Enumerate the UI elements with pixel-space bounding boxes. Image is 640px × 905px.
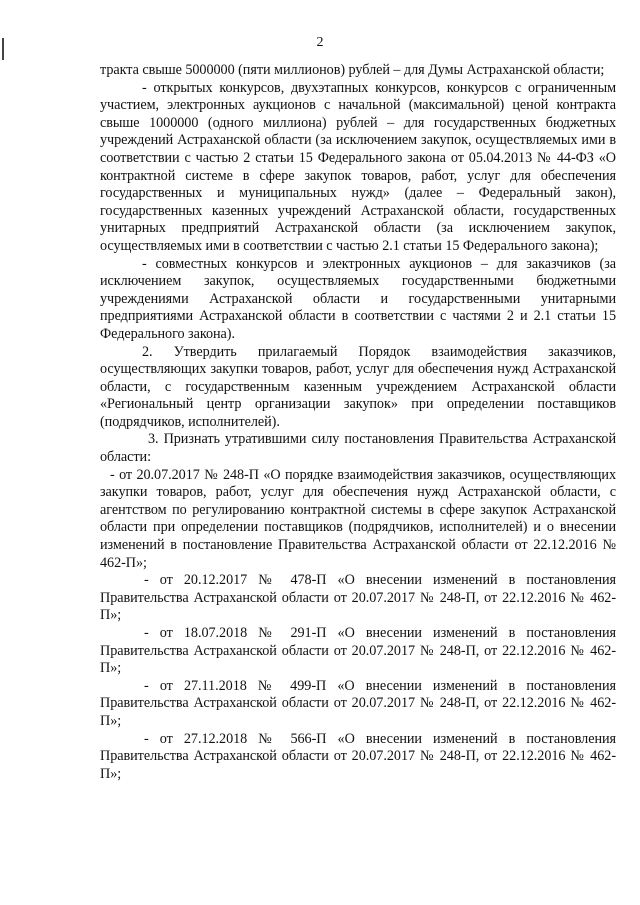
list-item-499p: - от 27.11.2018 № 499-П «О внесении изменений в постановления Правительства Астраханской области от 20.07.2017 № 248-П, от 22.12.2016 № 462-П»;	[100, 677, 616, 729]
paragraph-joint-tenders: - совместных конкурсов и электронных аукционов – для заказчиков (за исключением закупок, осуществляемых государственными бюджетными учреждениями Астраханской области и государственными унитарными предприятиями Астраханской области в соответствии с частями 2 и 2.1 статьи 15 Федерального закона).	[100, 255, 616, 342]
paragraph-item-2: 2. Утвердить прилагаемый Порядок взаимодействия заказчиков, осуществляющих закупки товаров, работ, услуг для обеспечения нужд Астраханской области, с государственным казенным учреждением Астраханской области «Региональный центр организации закупок» при определении поставщиков (подрядчиков, исполнителей).	[100, 343, 616, 430]
document-body	[100, 62, 616, 783]
list-item-291p: - от 18.07.2018 № 291-П «О внесении изменений в постановления Правительства Астраханской области от 20.07.2017 № 248-П, от 22.12.2016 № 462-П»;	[100, 625, 616, 677]
paragraph-item-3: 3. Признать утратившими силу постановления Правительства Астраханской области:	[100, 431, 616, 466]
list-item-248p: - от 20.07.2017 № 248-П «О порядке взаимодействия заказчиков, осуществляющих закупки товаров, работ, услуг для обеспечения нужд Астраханской области, с агентством по регулированию контрактной системы в сфере закупок Астраханской области при определении поставщиков (подрядчиков, исполнителей) и о внесении изменений в постановление Правительства Астраханской области от 22.12.2016 № 462-П»;	[100, 466, 616, 571]
list-item-566p: - от 27.12.2018 № 566-П «О внесении изменений в постановления Правительства Астраханской области от 20.07.2017 № 248-П, от 22.12.2016 № 462-П»;	[100, 730, 616, 782]
paragraph-open-tenders: - открытых конкурсов, двухэтапных конкурсов, конкурсов с ограниченным участием, электронных аукционов с начальной (максимальной) ценой контракта свыше 1000000 (одного миллиона) рублей – для государственных бюджетных учреждений Астраханской области (за исключением закупок, осуществляемых ими в соответствии с частью 2 статьи 15 Федерального закона от 05.04.2013 № 44-ФЗ «О контрактной системе в сфере закупок товаров, работ, услуг для обеспечения государственных и муниципальных нужд» (далее – Федеральный закон), государственных казенных учреждений Астраханской области, государственных унитарных предприятий Астраханской области (за исключением закупок, осуществляемых ими в соответствии с частью 2.1 статьи 15 Федерального закона);	[100, 79, 616, 254]
paragraph-continuation: тракта свыше 5000000 (пяти миллионов) рублей – для Думы Астраханской области;	[100, 62, 605, 78]
list-item-478p: - от 20.12.2017 № 478-П «О внесении изменений в постановления Правительства Астраханской области от 20.07.2017 № 248-П, от 22.12.2016 № 462-П»;	[100, 572, 616, 624]
page-number: 2	[316, 35, 324, 50]
